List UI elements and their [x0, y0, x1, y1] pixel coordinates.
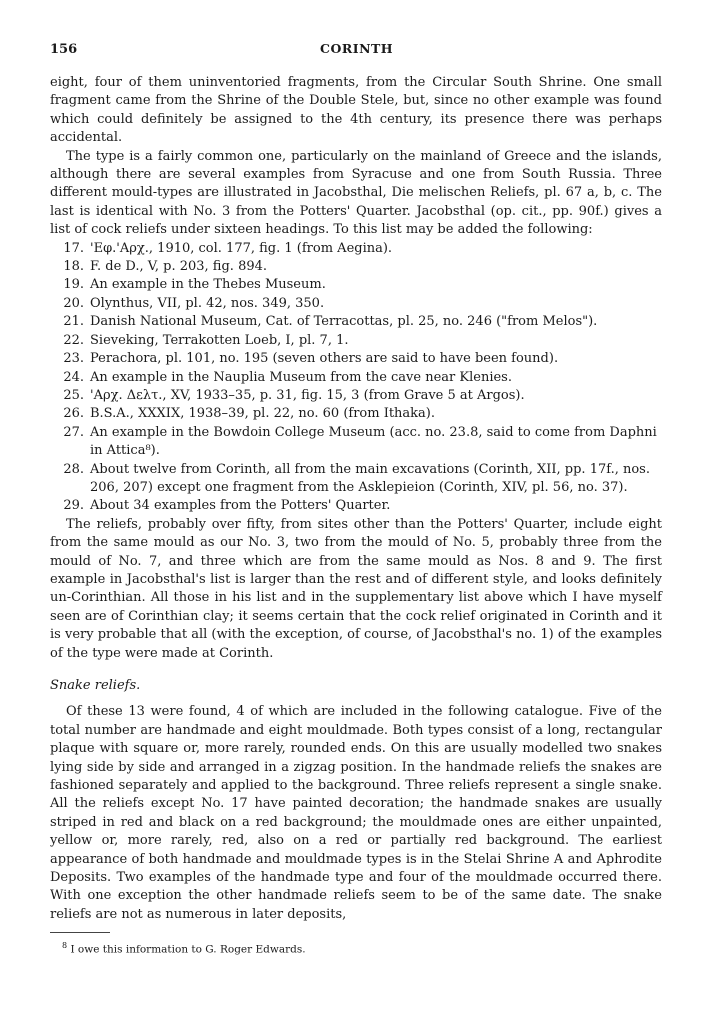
list-item-text: Sieveking, Terrakotten Loeb, I, pl. 7, 1.: [90, 332, 349, 348]
list-item-number: 21.: [63, 314, 84, 330]
list-item-text: 'Αρχ. Δελτ., XV, 1933–35, p. 31, fig. 15, 3 (from Grave 5 at Argos).: [90, 387, 525, 403]
page-number: 156: [50, 42, 78, 57]
list-item-text: Olynthus, VII, pl. 42, nos. 349, 350.: [90, 295, 325, 311]
list-item-number: 24.: [63, 369, 84, 385]
list-item: [60, 350, 662, 368]
list-item: [60, 369, 662, 387]
list-item: [60, 313, 662, 331]
footnote: [50, 939, 662, 957]
list-item-text: About 34 examples from the Potters' Quarter.: [90, 498, 391, 514]
footnote-divider: [50, 932, 110, 933]
list-item-text: An example in the Nauplia Museum from the cave near Klenies.: [90, 369, 512, 385]
list-item: [60, 424, 662, 461]
paragraph-2: The type is a fairly common one, particularly on the mainland of Greece and the islands, although there are several examples from Syracuse and one from South Russia. Three different mould-types are illustrated in Jacobsthal, Die melischen Reliefs, pl. 67 a, b, c. The last is identical with No. 3 from the Potters' Quarter. Jacobsthal (op. cit., pp. 90f.) gives a list of cock reliefs under sixteen headings. To this list may be added the following:: [50, 148, 662, 238]
list-item-text: About twelve from Corinth, all from the main excavations (Corinth, XII, pp. 17f., nos. 206, 207) except one fragment from the Asklepieion (Corinth, XIV, pl. 56, no. 37).: [90, 461, 650, 495]
list-item-text: Danish National Museum, Cat. of Terracottas, pl. 25, no. 246 ("from Melos").: [90, 314, 598, 330]
document-page: [50, 40, 662, 957]
paragraph-1: eight, four of them uninventoried fragments, from the Circular South Shrine. One small fragment came from the Shrine of the Double Stele, but, since no other example was found which could definitely be assigned to the 4th century, its presence there was perhaps accidental.: [50, 75, 662, 146]
list-item-number: 20.: [63, 295, 84, 311]
list-item: [60, 258, 662, 276]
list-item-number: 27.: [63, 424, 84, 440]
list-item: [60, 497, 662, 515]
list-item-number: 23.: [63, 351, 84, 367]
list-item: [60, 240, 662, 258]
list-item-number: 19.: [63, 277, 84, 293]
running-head: CORINTH: [320, 41, 394, 56]
list-item-text: F. de D., V, p. 203, fig. 894.: [90, 259, 268, 275]
section-title: Snake reliefs.: [50, 678, 141, 693]
list-item-number: 28.: [63, 461, 84, 477]
list-item-text: 'Εφ.'Αρχ., 1910, col. 177, fig. 1 (from Aegina).: [90, 240, 393, 256]
list-item: [60, 405, 662, 423]
list-item-number: 18.: [63, 259, 84, 275]
list-item-text: An example in the Thebes Museum.: [90, 277, 326, 293]
list-item-number: 29.: [63, 498, 84, 514]
paragraph-4: Of these 13 were found, 4 of which are included in the following catalogue. Five of the total number are handmade and eight mouldmade. Both types consist of a long, rectangular plaque with square or, more rarely, rounded ends. On this are usually modelled two snakes lying side by side and arranged in a zigzag position. In the handmade reliefs the snakes are fashioned separately and applied to the background. Three reliefs represent a single snake. All the reliefs except No. 17 have painted decoration; the handmade snakes are usually striped in red and black on a red background; the mouldmade ones are either unpainted, yellow or, more rarely, red, also on a red or partially red background. The earliest appearance of both handmade and mouldmade types is in the Stelai Shrine A and Aphrodite Deposits. Two examples of the handmade type and four of the mouldmade occurred there. With one exception the other handmade reliefs seem to be of the same date. The snake reliefs are not as numerous in later deposits,: [50, 704, 662, 922]
list-item: [60, 276, 662, 294]
list-item-number: 26.: [63, 406, 84, 422]
list-item: [60, 461, 662, 498]
list-item-number: 17.: [63, 240, 84, 256]
list-item-number: 22.: [63, 332, 84, 348]
reference-list: [50, 240, 662, 516]
footnote-marker: 8: [62, 941, 68, 951]
list-item: [60, 295, 662, 313]
list-item-text: An example in the Bowdoin College Museum (acc. no. 23.8, said to come from Daphni in Attica⁸).: [90, 424, 657, 459]
list-item-number: 25.: [63, 387, 84, 403]
list-item-text: Perachora, pl. 101, no. 195 (seven others are said to have been found).: [90, 351, 559, 367]
footnote-text: I owe this information to G. Roger Edwards.: [70, 943, 306, 956]
list-item: [60, 332, 662, 350]
paragraph-3: The reliefs, probably over fifty, from sites other than the Potters' Quarter, include eight from the same mould as our No. 3, two from the mould of No. 5, probably three from the mould of No. 7, and three which are from the same mould as Nos. 8 and 9. The first example in Jacobsthal's list is larger than the rest and of different style, and looks definitely un-Corinthian. All those in his list and in the supplementary list above which I have myself seen are of Corinthian clay; it seems certain that the cock relief originated in Corinth and it is very probable that all (with the exception, of course, of Jacobsthal's no. 1) of the examples of the type were made at Corinth.: [50, 516, 662, 661]
list-item: [60, 387, 662, 405]
page-header: [50, 40, 662, 62]
list-item-text: B.S.A., XXXIX, 1938–39, pl. 22, no. 60 (from Ithaka).: [90, 406, 436, 422]
